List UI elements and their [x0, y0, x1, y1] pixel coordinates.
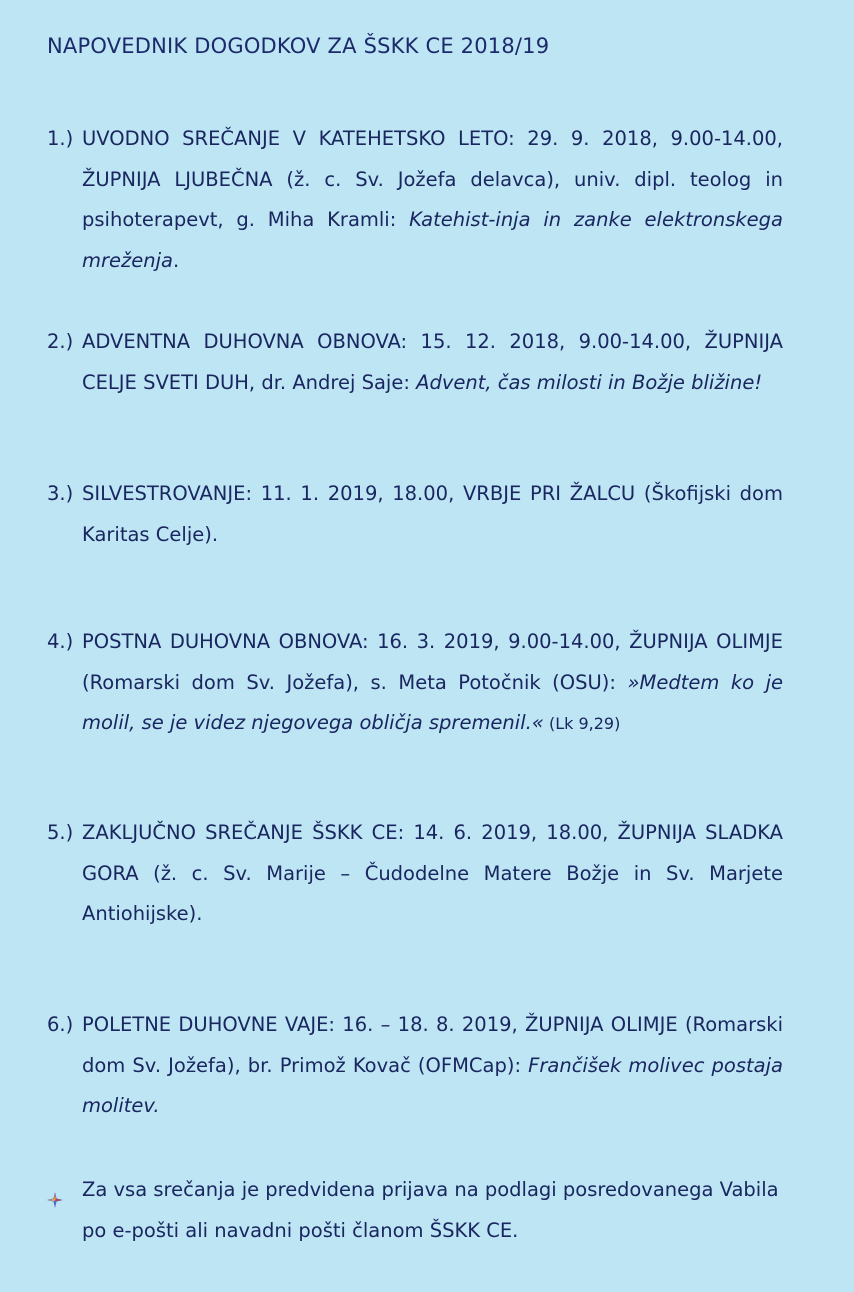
event-number: 1.) [47, 127, 74, 150]
event-item-4 [47, 622, 783, 745]
event-item-1 [47, 119, 783, 281]
page-title: NAPOVEDNIK DOGODKOV ZA ŠSKK CE 2018/19 [47, 34, 550, 58]
event-number: 5.) [47, 821, 74, 844]
event-details: ZAKLJUČNO SREČANJE ŠSKK CE: 14. 6. 2019, 18.00, ŽUPNIJA SLADKA GORA (ž. c. Sv. Marije – Čudodelne Matere Božje in Sv. Marjete Antiohijske). [82, 821, 783, 925]
event-text [82, 813, 783, 935]
event-details: POSTNA DUHOVNA OBNOVA: 16. 3. 2019, 9.00-14.00, ŽUPNIJA OLIMJE (Romarski dom Sv. Jožefa), s. Meta Potočnik (OSU): [82, 630, 783, 694]
event-details: ADVENTNA DUHOVNA OBNOVA: 15. 12. 2018, 9.00-14.00, ŽUPNIJA CELJE SVETI DUH, dr. Andrej Saje: [82, 330, 783, 394]
event-number: 2.) [47, 330, 74, 353]
event-details: SILVESTROVANJE: 11. 1. 2019, 18.00, VRBJE PRI ŽALCU (Škofijski dom Karitas Celje). [82, 482, 783, 546]
event-suffix: . [172, 248, 180, 272]
event-details: UVODNO SREČANJE V KATEHETSKO LETO: 29. 9. 2018, 9.00-14.00, ŽUPNIJA LJUBEČNA (ž. c. Sv. Jožefa delavca), univ. dipl. teolog in psihoterapevt, g. Miha Kramli: [82, 127, 783, 231]
event-text [82, 119, 783, 281]
event-number: 4.) [47, 630, 74, 653]
event-item-6 [47, 1005, 783, 1127]
event-details: POLETNE DUHOVNE VAJE: 16. – 18. 8. 2019, ŽUPNIJA OLIMJE (Romarski dom Sv. Jožefa), br. Primož Kovač (OFMCap): [82, 1013, 783, 1077]
event-item-2 [47, 322, 783, 403]
event-item-3 [47, 474, 783, 555]
event-suffix: (Lk 9,29) [543, 714, 621, 733]
event-text [82, 622, 783, 745]
note-text: Za vsa srečanja je predvidena prijava na podlagi posredovanega Vabila po e-pošti ali navadni pošti članom ŠSKK CE. [82, 1178, 779, 1242]
event-topic: Advent, čas milosti in Božje bližine! [416, 370, 763, 394]
event-text [82, 474, 783, 555]
registration-note [47, 1170, 783, 1251]
star-bullet-icon [47, 1182, 63, 1198]
event-number: 3.) [47, 482, 74, 505]
event-topic: Katehist-inja in zanke elektronskega mreženja [82, 208, 783, 272]
event-topic: Frančišek molivec postaja molitev. [82, 1053, 783, 1117]
event-text [82, 1005, 783, 1127]
event-topic: »Medtem ko je molil, se je videz njegovega obličja spremenil.« [82, 670, 783, 734]
event-item-5 [47, 813, 783, 935]
event-number: 6.) [47, 1013, 74, 1036]
event-text [82, 322, 783, 403]
